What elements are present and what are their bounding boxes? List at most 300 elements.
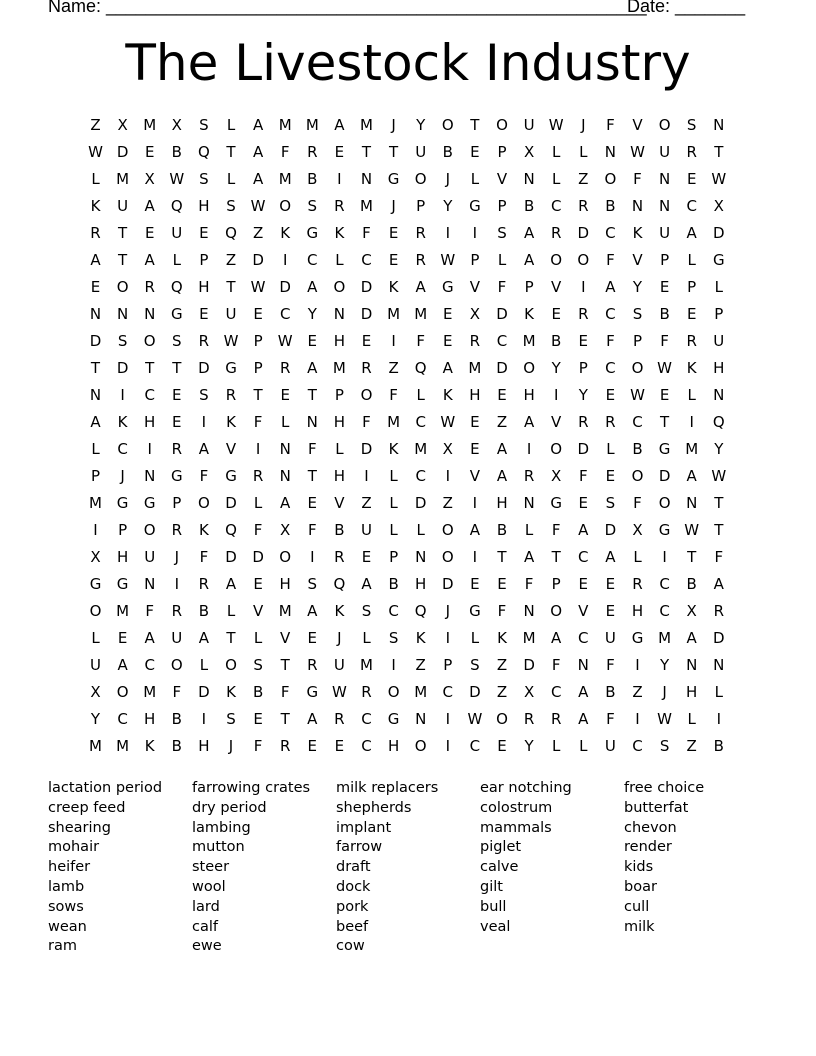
grid-letter[interactable]: X (551, 467, 562, 485)
grid-letter[interactable]: A (225, 575, 237, 593)
grid-letter[interactable]: M (116, 170, 130, 188)
grid-letter[interactable]: W (684, 521, 700, 539)
grid-letter[interactable]: I (716, 710, 722, 728)
grid-letter[interactable]: T (687, 548, 697, 566)
grid-letter[interactable]: N (713, 386, 725, 404)
grid-letter[interactable]: P (687, 278, 697, 296)
grid-letter[interactable]: I (553, 386, 559, 404)
grid-letter[interactable]: C (686, 197, 697, 215)
grid-letter[interactable]: L (687, 251, 696, 269)
grid-letter[interactable]: R (307, 656, 318, 674)
grid-letter[interactable]: C (415, 467, 426, 485)
grid-letter[interactable]: W (548, 116, 564, 134)
grid-letter[interactable]: Z (496, 413, 508, 431)
grid-letter[interactable]: P (118, 521, 128, 539)
grid-letter[interactable]: G (116, 494, 129, 512)
grid-letter[interactable]: B (632, 440, 643, 458)
grid-letter[interactable]: W (331, 683, 347, 701)
grid-letter[interactable]: A (252, 170, 264, 188)
grid-letter[interactable]: F (578, 467, 588, 485)
grid-letter[interactable]: D (198, 683, 210, 701)
grid-letter[interactable]: P (470, 251, 480, 269)
grid-letter[interactable]: G (469, 602, 481, 620)
grid-letter[interactable]: P (443, 656, 453, 674)
grid-letter[interactable]: D (89, 332, 102, 350)
grid-letter[interactable]: P (551, 575, 561, 593)
grid-letter[interactable]: P (578, 359, 588, 377)
grid-letter[interactable]: N (89, 305, 102, 323)
grid-letter[interactable]: C (361, 737, 372, 755)
grid-letter[interactable]: M (360, 116, 373, 134)
grid-letter[interactable]: H (469, 386, 481, 404)
grid-letter[interactable]: T (389, 143, 399, 161)
grid-letter[interactable]: Z (442, 494, 453, 512)
grid-letter[interactable]: E (605, 575, 616, 593)
grid-letter[interactable]: L (552, 737, 561, 755)
grid-letter[interactable]: K (632, 224, 643, 242)
grid-letter[interactable]: K (388, 440, 399, 458)
grid-letter[interactable]: T (470, 116, 480, 134)
grid-letter[interactable]: L (281, 413, 290, 431)
grid-letter[interactable]: E (172, 413, 182, 431)
grid-letter[interactable]: O (631, 359, 644, 377)
grid-letter[interactable]: Z (252, 224, 264, 242)
grid-letter[interactable]: K (90, 197, 101, 215)
grid-letter[interactable]: C (605, 224, 616, 242)
grid-letter[interactable]: V (551, 278, 562, 296)
grid-letter[interactable]: O (279, 197, 292, 215)
grid-letter[interactable]: B (442, 143, 453, 161)
grid-letter[interactable]: S (605, 494, 616, 512)
grid-letter[interactable]: H (198, 737, 210, 755)
grid-letter[interactable]: K (497, 629, 507, 647)
grid-letter[interactable]: A (578, 521, 589, 539)
grid-letter[interactable]: N (89, 386, 102, 404)
grid-letter[interactable]: H (198, 197, 210, 215)
grid-letter[interactable]: W (88, 143, 103, 161)
grid-letter[interactable]: C (388, 602, 399, 620)
grid-letter[interactable]: W (169, 170, 185, 188)
grid-letter[interactable]: B (171, 710, 182, 728)
grid-letter[interactable]: R (361, 683, 372, 701)
grid-letter[interactable]: B (551, 332, 562, 350)
grid-letter[interactable]: D (225, 548, 237, 566)
grid-letter[interactable]: U (225, 305, 237, 323)
grid-letter[interactable]: Z (225, 251, 237, 269)
grid-letter[interactable]: Z (388, 359, 399, 377)
grid-letter[interactable]: I (472, 548, 478, 566)
grid-letter[interactable]: E (470, 413, 480, 431)
grid-letter[interactable]: C (605, 305, 616, 323)
grid-letter[interactable]: C (442, 683, 454, 701)
grid-letter[interactable]: V (632, 251, 643, 269)
grid-letter[interactable]: N (658, 197, 671, 215)
grid-letter[interactable]: S (199, 116, 209, 134)
grid-letter[interactable]: V (280, 629, 291, 647)
grid-letter[interactable]: M (414, 440, 428, 458)
grid-letter[interactable]: O (170, 656, 183, 674)
grid-letter[interactable]: W (630, 386, 645, 404)
grid-letter[interactable]: D (360, 440, 373, 458)
grid-letter[interactable]: H (415, 575, 427, 593)
grid-letter[interactable]: A (198, 440, 210, 458)
grid-letter[interactable]: S (253, 656, 263, 674)
grid-letter[interactable]: L (335, 251, 344, 269)
grid-letter[interactable]: V (252, 602, 264, 620)
grid-letter[interactable]: S (361, 602, 372, 620)
grid-letter[interactable]: E (578, 575, 589, 593)
grid-letter[interactable]: C (578, 548, 589, 566)
grid-letter[interactable]: C (659, 575, 670, 593)
grid-letter[interactable]: F (362, 224, 371, 242)
grid-letter[interactable]: F (362, 413, 371, 431)
grid-letter[interactable]: H (686, 683, 698, 701)
grid-letter[interactable]: E (253, 575, 263, 593)
grid-letter[interactable]: H (279, 575, 291, 593)
grid-letter[interactable]: T (280, 710, 290, 728)
grid-letter[interactable]: L (579, 737, 588, 755)
grid-letter[interactable]: X (280, 521, 291, 539)
grid-letter[interactable]: M (278, 602, 292, 620)
grid-letter[interactable]: C (659, 602, 670, 620)
grid-letter[interactable]: T (497, 548, 507, 566)
grid-letter[interactable]: F (551, 656, 561, 674)
grid-letter[interactable]: O (550, 602, 563, 620)
grid-letter[interactable]: J (581, 116, 586, 134)
grid-letter[interactable]: R (550, 224, 562, 242)
grid-letter[interactable]: T (307, 467, 317, 485)
grid-letter[interactable]: O (414, 170, 427, 188)
grid-letter[interactable]: L (687, 710, 696, 728)
grid-letter[interactable]: U (713, 332, 725, 350)
grid-letter[interactable]: A (523, 251, 535, 269)
grid-letter[interactable]: I (445, 467, 451, 485)
grid-letter[interactable]: L (172, 251, 181, 269)
grid-letter[interactable]: R (171, 521, 183, 539)
grid-letter[interactable]: R (334, 710, 345, 728)
grid-letter[interactable]: G (441, 278, 454, 296)
grid-letter[interactable]: E (361, 332, 372, 350)
grid-letter[interactable]: I (174, 575, 180, 593)
grid-letter[interactable]: O (441, 548, 454, 566)
grid-letter[interactable]: L (606, 440, 615, 458)
grid-letter[interactable]: C (361, 710, 372, 728)
grid-letter[interactable]: N (523, 602, 535, 620)
grid-letter[interactable]: L (416, 386, 425, 404)
grid-letter[interactable]: C (550, 683, 562, 701)
grid-letter[interactable]: M (360, 197, 373, 215)
grid-letter[interactable]: C (550, 197, 562, 215)
grid-letter[interactable]: P (172, 494, 182, 512)
grid-letter[interactable]: O (496, 710, 508, 728)
grid-letter[interactable]: F (633, 494, 642, 512)
grid-letter[interactable]: B (307, 170, 318, 188)
grid-letter[interactable]: E (605, 602, 616, 620)
grid-letter[interactable]: E (307, 332, 318, 350)
grid-letter[interactable]: R (415, 251, 426, 269)
grid-letter[interactable]: N (279, 467, 291, 485)
grid-letter[interactable]: B (496, 521, 508, 539)
grid-letter[interactable]: W (250, 278, 266, 296)
grid-letter[interactable]: M (522, 629, 536, 647)
grid-letter[interactable]: M (387, 413, 401, 431)
grid-letter[interactable]: U (90, 656, 101, 674)
grid-letter[interactable]: Z (686, 737, 697, 755)
grid-letter[interactable]: F (606, 332, 615, 350)
grid-letter[interactable]: G (116, 575, 129, 593)
grid-letter[interactable]: R (550, 710, 562, 728)
grid-letter[interactable]: I (662, 548, 667, 566)
grid-letter[interactable]: H (333, 332, 346, 350)
grid-letter[interactable]: U (333, 656, 345, 674)
grid-letter[interactable]: G (658, 440, 671, 458)
grid-letter[interactable]: G (170, 305, 183, 323)
grid-letter[interactable]: Z (632, 683, 643, 701)
grid-letter[interactable]: O (604, 170, 617, 188)
grid-letter[interactable]: T (172, 359, 182, 377)
grid-letter[interactable]: O (441, 116, 454, 134)
grid-letter[interactable]: O (116, 683, 129, 701)
grid-letter[interactable]: V (578, 602, 589, 620)
grid-letter[interactable]: L (226, 602, 236, 620)
grid-letter[interactable]: A (144, 251, 155, 269)
grid-letter[interactable]: Q (197, 143, 210, 161)
grid-letter[interactable]: E (361, 548, 372, 566)
grid-letter[interactable]: T (307, 386, 317, 404)
grid-letter[interactable]: R (144, 278, 155, 296)
grid-letter[interactable]: I (445, 629, 451, 647)
grid-letter[interactable]: H (387, 737, 400, 755)
grid-letter[interactable]: S (117, 332, 128, 350)
grid-letter[interactable]: L (335, 440, 344, 458)
grid-letter[interactable]: A (198, 629, 210, 647)
grid-letter[interactable]: B (252, 683, 264, 701)
grid-letter[interactable]: E (686, 170, 697, 188)
grid-letter[interactable]: Z (496, 656, 508, 674)
grid-letter[interactable]: D (414, 494, 427, 512)
grid-letter[interactable]: A (144, 629, 155, 647)
grid-letter[interactable]: E (551, 305, 561, 323)
grid-letter[interactable]: M (414, 683, 428, 701)
grid-letter[interactable]: G (225, 467, 237, 485)
grid-letter[interactable]: D (360, 305, 373, 323)
grid-letter[interactable]: A (551, 629, 562, 647)
grid-letter[interactable]: C (279, 305, 291, 323)
grid-letter[interactable]: P (714, 305, 724, 323)
grid-letter[interactable]: V (551, 413, 562, 431)
grid-letter[interactable]: O (387, 683, 400, 701)
grid-letter[interactable]: M (414, 305, 428, 323)
grid-letter[interactable]: S (388, 629, 399, 647)
grid-letter[interactable]: T (145, 359, 155, 377)
grid-letter[interactable]: U (604, 737, 616, 755)
grid-letter[interactable]: Q (414, 359, 427, 377)
grid-letter[interactable]: R (686, 143, 697, 161)
grid-letter[interactable]: Y (524, 737, 534, 755)
grid-letter[interactable]: U (415, 143, 427, 161)
grid-letter[interactable]: W (630, 143, 645, 161)
grid-letter[interactable]: K (388, 278, 399, 296)
grid-letter[interactable]: U (523, 116, 535, 134)
grid-letter[interactable]: I (201, 710, 207, 728)
grid-letter[interactable]: Y (307, 305, 317, 323)
grid-letter[interactable]: E (334, 143, 345, 161)
grid-letter[interactable]: L (226, 170, 236, 188)
grid-letter[interactable]: M (116, 602, 130, 620)
grid-letter[interactable]: E (280, 386, 290, 404)
grid-letter[interactable]: S (470, 656, 480, 674)
grid-letter[interactable]: D (713, 629, 725, 647)
grid-letter[interactable]: I (93, 521, 98, 539)
grid-letter[interactable]: Q (225, 224, 237, 242)
grid-letter[interactable]: V (334, 494, 345, 512)
grid-letter[interactable]: R (632, 575, 643, 593)
grid-letter[interactable]: A (469, 521, 481, 539)
grid-letter[interactable]: J (337, 629, 342, 647)
grid-letter[interactable]: W (277, 332, 293, 350)
grid-letter[interactable]: E (578, 494, 589, 512)
grid-letter[interactable]: A (523, 548, 535, 566)
grid-letter[interactable]: Z (90, 116, 101, 134)
grid-letter[interactable]: N (144, 467, 156, 485)
grid-letter[interactable]: L (389, 467, 398, 485)
grid-letter[interactable]: A (334, 116, 345, 134)
grid-letter[interactable]: J (445, 602, 451, 620)
grid-letter[interactable]: L (470, 629, 480, 647)
grid-letter[interactable]: K (117, 413, 128, 431)
grid-letter[interactable]: Z (578, 170, 589, 188)
grid-letter[interactable]: E (578, 332, 589, 350)
grid-letter[interactable]: P (524, 278, 534, 296)
grid-letter[interactable]: X (523, 143, 535, 161)
grid-letter[interactable]: U (604, 629, 616, 647)
grid-letter[interactable]: C (117, 440, 128, 458)
grid-letter[interactable]: L (199, 656, 209, 674)
grid-letter[interactable]: J (120, 467, 125, 485)
grid-letter[interactable]: I (581, 278, 586, 296)
grid-letter[interactable]: I (445, 737, 451, 755)
grid-letter[interactable]: A (252, 116, 264, 134)
grid-letter[interactable]: S (659, 737, 670, 755)
grid-letter[interactable]: L (91, 170, 100, 188)
grid-letter[interactable]: Z (361, 494, 372, 512)
grid-letter[interactable]: T (280, 656, 290, 674)
grid-letter[interactable]: M (468, 359, 482, 377)
grid-letter[interactable]: G (469, 197, 481, 215)
grid-letter[interactable]: A (307, 710, 318, 728)
name-field-line[interactable]: Name: ______________________________________________________ (48, 0, 647, 16)
grid-letter[interactable]: N (415, 710, 427, 728)
grid-letter[interactable]: A (686, 467, 697, 485)
grid-letter[interactable]: N (144, 575, 156, 593)
grid-letter[interactable]: L (552, 170, 561, 188)
grid-letter[interactable]: N (713, 116, 725, 134)
grid-letter[interactable]: C (307, 251, 318, 269)
grid-letter[interactable]: W (440, 413, 456, 431)
grid-letter[interactable]: O (658, 116, 671, 134)
grid-letter[interactable]: T (118, 224, 128, 242)
grid-letter[interactable]: P (660, 251, 670, 269)
grid-letter[interactable]: S (226, 197, 236, 215)
grid-letter[interactable]: F (551, 521, 561, 539)
grid-letter[interactable]: S (307, 575, 318, 593)
grid-letter[interactable]: K (334, 602, 345, 620)
grid-letter[interactable]: L (579, 143, 588, 161)
grid-letter[interactable]: Y (578, 386, 588, 404)
grid-letter[interactable]: L (687, 386, 696, 404)
grid-letter[interactable]: V (632, 116, 643, 134)
grid-letter[interactable]: R (686, 332, 697, 350)
grid-letter[interactable]: P (389, 548, 399, 566)
grid-letter[interactable]: H (116, 548, 129, 566)
grid-letter[interactable]: O (197, 494, 210, 512)
grid-letter[interactable]: M (143, 116, 157, 134)
grid-letter[interactable]: I (364, 467, 369, 485)
grid-letter[interactable]: L (470, 170, 480, 188)
grid-letter[interactable]: N (333, 305, 345, 323)
grid-letter[interactable]: N (523, 170, 535, 188)
grid-letter[interactable]: L (91, 440, 100, 458)
grid-letter[interactable]: D (658, 467, 671, 485)
grid-letter[interactable]: G (658, 521, 671, 539)
grid-letter[interactable]: F (172, 683, 182, 701)
grid-letter[interactable]: R (279, 737, 291, 755)
grid-letter[interactable]: B (388, 575, 399, 593)
grid-letter[interactable]: H (198, 278, 210, 296)
grid-letter[interactable]: Q (712, 413, 725, 431)
grid-letter[interactable]: N (577, 656, 589, 674)
grid-letter[interactable]: M (89, 737, 102, 755)
grid-letter[interactable]: G (631, 629, 644, 647)
grid-letter[interactable]: T (714, 143, 724, 161)
grid-letter[interactable]: F (714, 548, 724, 566)
grid-letter[interactable]: C (632, 413, 643, 431)
grid-letter[interactable]: O (89, 602, 102, 620)
grid-letter[interactable]: K (415, 629, 426, 647)
grid-letter[interactable]: N (415, 548, 427, 566)
grid-letter[interactable]: P (632, 332, 643, 350)
grid-letter[interactable]: U (144, 548, 156, 566)
grid-letter[interactable]: A (307, 602, 318, 620)
grid-letter[interactable]: R (307, 143, 318, 161)
grid-letter[interactable]: N (686, 494, 698, 512)
grid-letter[interactable]: R (90, 224, 101, 242)
grid-letter[interactable]: F (253, 521, 263, 539)
grid-letter[interactable]: L (524, 521, 534, 539)
grid-letter[interactable]: Y (632, 278, 643, 296)
grid-letter[interactable]: E (470, 575, 480, 593)
grid-letter[interactable]: I (201, 413, 207, 431)
grid-letter[interactable]: E (388, 251, 399, 269)
grid-letter[interactable]: O (143, 332, 156, 350)
grid-letter[interactable]: A (523, 224, 535, 242)
grid-letter[interactable]: L (226, 116, 236, 134)
grid-letter[interactable]: E (199, 224, 209, 242)
grid-letter[interactable]: V (469, 467, 481, 485)
grid-letter[interactable]: K (442, 386, 453, 404)
grid-letter[interactable]: F (280, 143, 290, 161)
grid-letter[interactable]: A (415, 278, 426, 296)
grid-letter[interactable]: A (686, 224, 697, 242)
grid-letter[interactable]: I (391, 332, 396, 350)
grid-letter[interactable]: R (171, 602, 183, 620)
grid-letter[interactable]: D (252, 251, 264, 269)
grid-letter[interactable]: Q (414, 602, 427, 620)
grid-letter[interactable]: X (469, 305, 481, 323)
grid-letter[interactable]: C (469, 737, 481, 755)
grid-letter[interactable]: O (577, 251, 590, 269)
grid-letter[interactable]: J (391, 197, 396, 215)
